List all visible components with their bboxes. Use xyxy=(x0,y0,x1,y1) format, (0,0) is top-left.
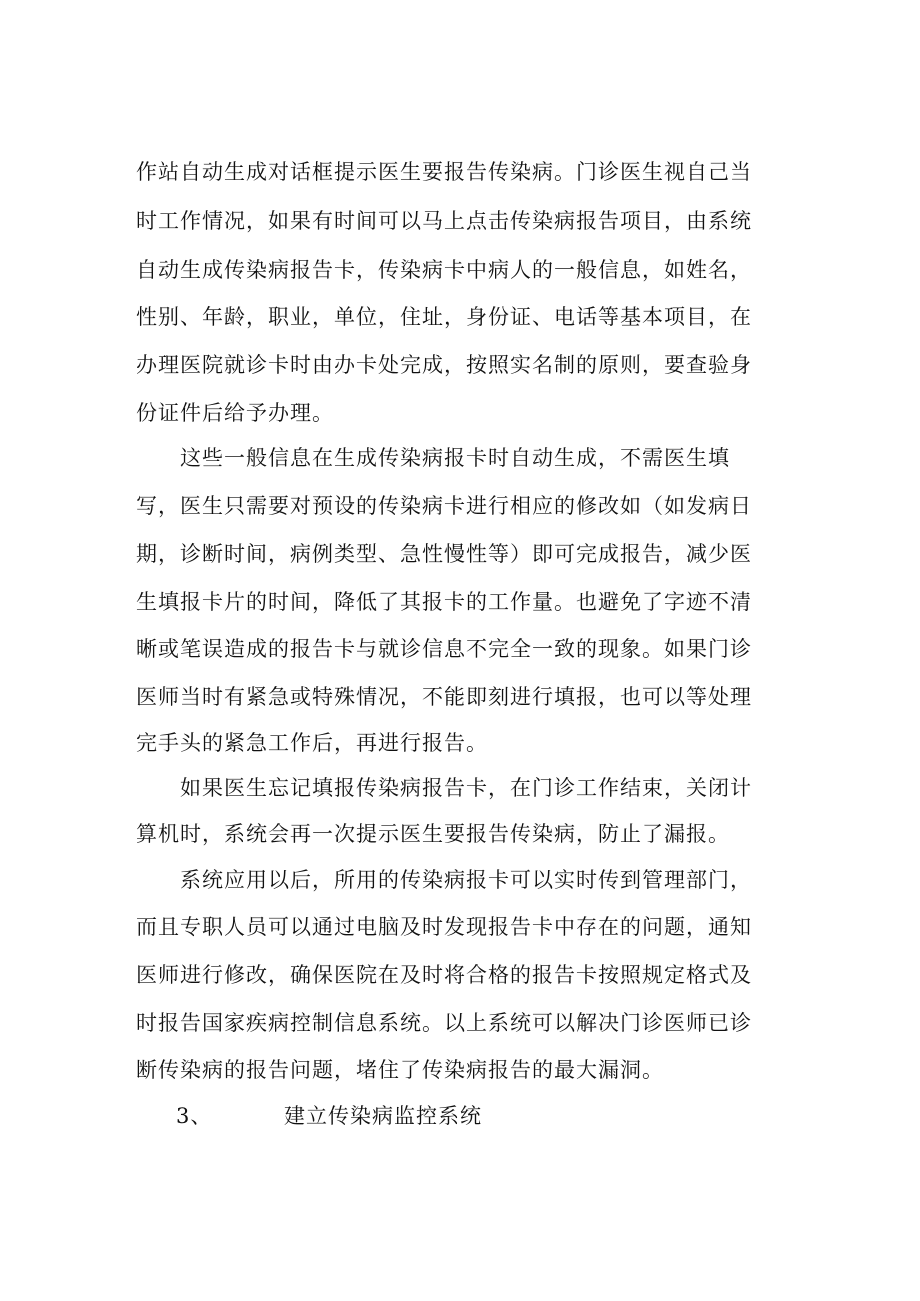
text-line: 性别、年龄，职业，单位，住址，身份证、电话等基本项目，在 xyxy=(136,305,752,329)
section-title: 建立传染病监控系统 xyxy=(284,1104,482,1128)
section-number: 3、 xyxy=(176,1104,213,1128)
text-line: 如果医生忘记填报传染病报告卡，在门诊工作结束，关闭计 xyxy=(180,776,752,800)
text-line: 完手头的紧急工作后，再进行报告。 xyxy=(136,731,488,755)
text-line: 时工作情况，如果有时间可以马上点击传染病报告项目，由系统 xyxy=(136,209,752,233)
text-line: 办理医院就诊卡时由办卡处完成，按照实名制的原则，要查验身 xyxy=(136,353,752,377)
text-line: 医师当时有紧急或特殊情况，不能即刻进行填报，也可以等处理 xyxy=(136,685,752,709)
text-line: 晰或笔误造成的报告卡与就诊信息不完全一致的现象。如果门诊 xyxy=(136,637,752,661)
text-line: 医师进行修改，确保医院在及时将合格的报告卡按照规定格式及 xyxy=(136,963,752,987)
text-line: 期，诊断时间，病例类型、急性慢性等）即可完成报告，减少医 xyxy=(136,542,752,566)
text-line: 而且专职人员可以通过电脑及时发现报告卡中存在的问题，通知 xyxy=(136,915,752,939)
text-line: 生填报卡片的时间，降低了其报卡的工作量。也避免了字迹不清 xyxy=(136,590,752,614)
text-line: 作站自动生成对话框提示医生要报告传染病。门诊医生视自己当 xyxy=(136,160,752,184)
text-line: 自动生成传染病报告卡，传染病卡中病人的一般信息，如姓名， xyxy=(136,258,752,282)
text-line: 份证件后给予办理。 xyxy=(136,401,334,425)
text-line: 写，医生只需要对预设的传染病卡进行相应的修改如（如发病日 xyxy=(136,494,752,518)
text-line: 断传染病的报告问题，堵住了传染病报告的最大漏洞。 xyxy=(136,1058,664,1082)
text-line: 算机时，系统会再一次提示医生要报告传染病，防止了漏报。 xyxy=(136,822,730,846)
text-line: 系统应用以后，所用的传染病报卡可以实时传到管理部门， xyxy=(180,868,752,892)
text-line: 这些一般信息在生成传染病报卡时自动生成，不需医生填 xyxy=(180,446,730,470)
text-line: 时报告国家疾病控制信息系统。以上系统可以解决门诊医师已诊 xyxy=(136,1011,752,1035)
